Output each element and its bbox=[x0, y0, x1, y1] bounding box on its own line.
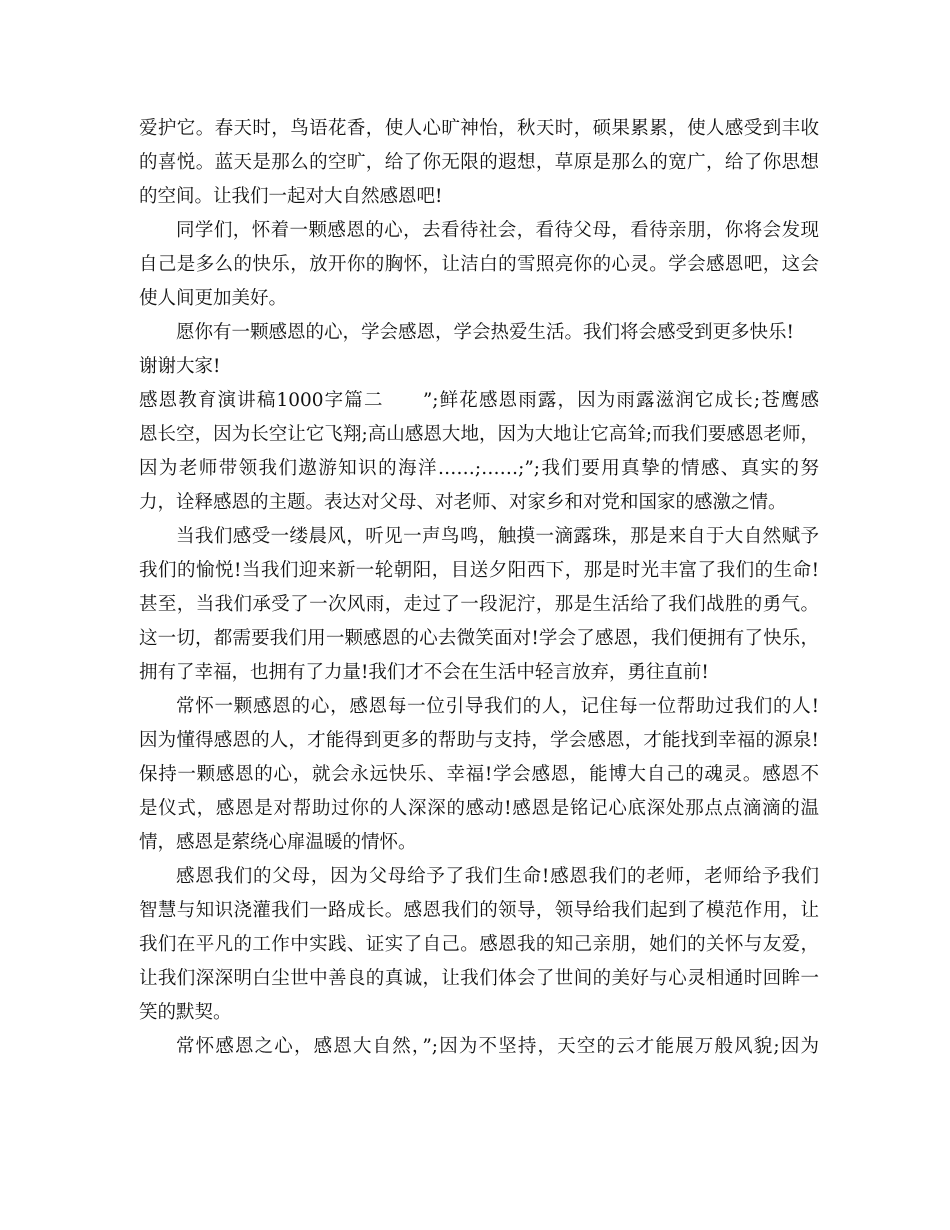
text-line: 自己是多么的快乐，放开你的胸怀，让洁白的雪照亮你的心灵。学会感恩吧，这会 bbox=[139, 254, 819, 275]
text-line: 使人间更加美好。 bbox=[139, 288, 288, 309]
text-line: 智慧与知识浇灌我们一路成长。感恩我们的领导，领导给我们起到了模范作用，让 bbox=[139, 900, 819, 921]
text-line: 我们的愉悦!当我们迎来新一轮朝阳，目送夕阳西下，那是时光丰富了我们的生命! bbox=[139, 560, 819, 581]
text-line: 情，感恩是萦绕心扉温暖的情怀。 bbox=[139, 832, 417, 853]
text-line: 因为老师带领我们遨游知识的海洋……;……;”;我们要用真挚的情感、真实的努 bbox=[139, 458, 819, 479]
text-line: 力，诠释感恩的主题。表达对父母、对老师、对家乡和对党和国家的感激之情。 bbox=[139, 492, 787, 513]
text-line: 我们在平凡的工作中实践、证实了自己。感恩我的知己亲朋，她们的关怀与友爱， bbox=[139, 934, 819, 955]
text-line: 的空间。让我们一起对大自然感恩吧! bbox=[139, 186, 443, 207]
text-line: 恩长空，因为长空让它飞翔;高山感恩大地，因为大地让它高耸;而我们要感恩老师， bbox=[139, 424, 819, 445]
paragraph-start-line: 常怀一颗感恩的心，感恩每一位引导我们的人，记住每一位帮助过我们的人! bbox=[176, 696, 819, 717]
section-heading-line: 感恩教育演讲稿1000字篇二 ”;鲜花感恩雨露，因为雨露滋润它成长;苍鹰感 bbox=[139, 390, 819, 411]
text-line: 的喜悦。蓝天是那么的空旷，给了你无限的遐想，草原是那么的宽广，给了你思想 bbox=[139, 152, 819, 173]
paragraph-start-line: 常怀感恩之心，感恩大自然，”;因为不坚持，天空的云才能展万般风貌;因为 bbox=[176, 1036, 819, 1057]
text-line: 爱护它。春天时，鸟语花香，使人心旷神怡，秋天时，硕果累累，使人感受到丰收 bbox=[139, 118, 819, 139]
text-line: 拥有了幸福，也拥有了力量!我们才不会在生活中轻言放弃，勇往直前! bbox=[139, 662, 709, 683]
text-line: 谢谢大家! bbox=[139, 356, 221, 377]
text-line: 这一切，都需要我们用一颗感恩的心去微笑面对!学会了感恩，我们便拥有了快乐， bbox=[139, 628, 819, 649]
paragraph-start-line: 愿你有一颗感恩的心，学会感恩，学会热爱生活。我们将会感受到更多快乐! bbox=[176, 322, 794, 343]
text-line: 让我们深深明白尘世中善良的真诚，让我们体会了世间的美好与心灵相通时回眸一 bbox=[139, 968, 819, 989]
text-line: 保持一颗感恩的心，就会永远快乐、幸福!学会感恩，能博大自己的魂灵。感恩不 bbox=[139, 764, 819, 785]
paragraph-start-line: 同学们，怀着一颗感恩的心，去看待社会，看待父母，看待亲朋，你将会发现 bbox=[176, 220, 819, 241]
paragraph-start-line: 感恩我们的父母，因为父母给予了我们生命!感恩我们的老师，老师给予我们 bbox=[176, 866, 819, 887]
document-body bbox=[139, 112, 819, 1064]
text-line: 甚至，当我们承受了一次风雨，走过了一段泥泞，那是生活给了我们战胜的勇气。 bbox=[139, 594, 819, 615]
text-line: 是仪式，感恩是对帮助过你的人深深的感动!感恩是铭记心底深处那点点滴滴的温 bbox=[139, 798, 819, 819]
text-line: 笑的默契。 bbox=[139, 1002, 232, 1023]
text-line: 因为懂得感恩的人，才能得到更多的帮助与支持，学会感恩，才能找到幸福的源泉! bbox=[139, 730, 819, 751]
paragraph-start-line: 当我们感受一缕晨风，听见一声鸟鸣，触摸一滴露珠，那是来自于大自然赋予 bbox=[176, 526, 819, 547]
